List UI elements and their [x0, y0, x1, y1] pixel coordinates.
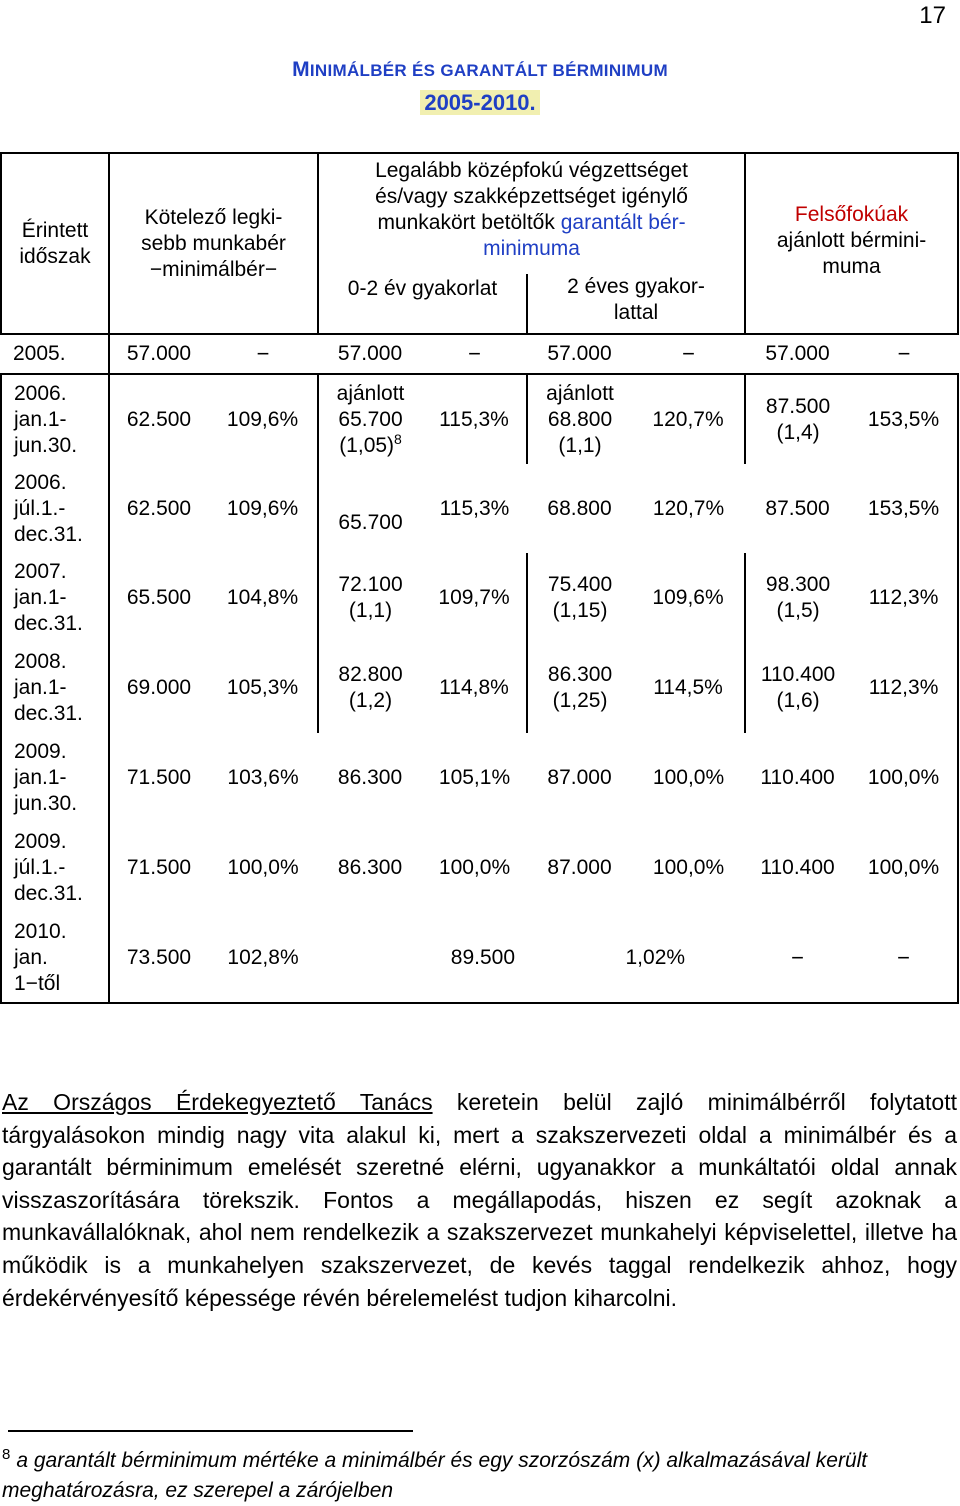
table-row [1, 553, 958, 643]
header-text [319, 210, 744, 236]
table-row [1, 334, 958, 374]
cell-higher: 57.000 [745, 334, 850, 374]
cell-g1-pct: 105,1% [438, 766, 511, 789]
cell-higher [745, 374, 850, 464]
value-line: (1,1) [348, 599, 393, 622]
header-text-highlight: Felsőfokúak [794, 203, 909, 226]
cell-g1-pct: 109,7% [422, 553, 527, 643]
cell-g2-pct: 109,6% [632, 553, 745, 643]
header-row-1 [1, 153, 958, 274]
header-text: időszak [19, 244, 91, 268]
cell-g1 [318, 374, 422, 464]
footnote-mark: 8 [2, 1446, 11, 1463]
link-text[interactable]: Az Országos Érdekegyeztető Tanács [2, 1089, 433, 1115]
cell-higher-pct: − [850, 913, 958, 1003]
cell-minwage-pct: 102,8% [208, 913, 318, 1003]
header-text-highlight: garantált bér- [560, 211, 686, 234]
page-title [0, 58, 960, 82]
cell-period [1, 374, 109, 464]
value-line: 98.300 [765, 573, 831, 596]
cell-g1-pct: 115,3% [439, 496, 510, 520]
cell-g2 [527, 374, 632, 464]
cell-g2-pct: 100,0% [652, 766, 725, 789]
value-line: (1,5) [776, 599, 820, 622]
header-text: és/vagy szakképzettséget igénylő [375, 185, 688, 208]
header-text: lattal [613, 301, 659, 324]
cell-higher: 87.500 [765, 496, 830, 520]
cell-higher-pct: 112,3% [850, 553, 958, 643]
cell-higher-pct: 153,5% [850, 464, 958, 553]
value-line [319, 430, 422, 459]
value-line: 75.400 [547, 573, 613, 596]
cell-period [1, 643, 109, 733]
cell-g1-pct: 115,3% [422, 374, 527, 464]
cell-minwage: 73.500 [109, 913, 208, 1003]
page-subtitle [0, 90, 960, 116]
header-text: munkakört betöltők [377, 211, 555, 234]
wage-table [0, 152, 959, 1004]
table-row [1, 913, 958, 1003]
header-period [1, 153, 109, 334]
footnote [2, 1440, 957, 1506]
period-line: jan.1- [14, 766, 67, 789]
cell-minwage-pct: 104,8% [208, 553, 318, 643]
cell-period [1, 464, 109, 553]
cell-period: 2005. [1, 334, 109, 374]
value-line: 72.100 [338, 573, 403, 596]
period-line: 2009. [14, 740, 67, 763]
cell-minwage: 57.000 [109, 334, 208, 374]
value-line: 68.800 [547, 407, 613, 431]
paragraph-text: keretein belül zajló minimálbérről folytatott tárgyalásokon mindig nagy vita alakul ki, mert a szakszervezeti oldal a minimálbér és a garantált bérminimum emelését szeretné elérni, ugyanakkor a munkáltatói oldal annak visszaszorítására törekszik. Fontos a megállapodás, hiszen ez segít azoknak a munkavállalóknak, ahol nem rendelkezik a szakszervezet munkahelyi képviselettel, illetve ha működik is a munkahelyen szakszervezet, de kevés taggal rendelkezik ahhoz, hogy érdekérvényesítő képessége révén bérelemelést tudjon kiharcolni. [2, 1089, 957, 1311]
multiplier: (1,05) [339, 433, 395, 457]
cell-g2: 87.000 [547, 856, 612, 879]
header-text: 2 éves gyakor- [567, 275, 705, 298]
cell-period [1, 913, 109, 1003]
period-line: jan.1- [14, 676, 67, 699]
header-guaranteed [318, 153, 745, 274]
cell-minwage-pct: 109,6% [208, 464, 318, 553]
period-line: dec.31. [14, 522, 83, 546]
value-line: ajánlott [336, 381, 405, 405]
cell-g1: 86.300 [337, 766, 403, 789]
table-row [1, 374, 958, 464]
cell-higher-pct: 100,0% [850, 733, 958, 823]
period-line: dec.31. [14, 702, 83, 725]
value-line: (1,15) [552, 599, 608, 622]
period-line: 1−től [14, 971, 61, 995]
cell-g2-pct: 120,7% [652, 496, 725, 520]
cell-higher [745, 643, 850, 733]
cell-g1-pct: 100,0% [438, 856, 511, 879]
period-line: jan.1- [14, 407, 67, 431]
header-text: ajánlott bérmini- [776, 229, 927, 252]
cell-g1: 86.300 [337, 856, 403, 879]
period-line: jun.30. [14, 433, 78, 457]
table-row [1, 823, 958, 913]
cell-minwage: 71.500 [126, 766, 192, 789]
value-line: 82.800 [338, 663, 403, 686]
value-line: 65.700 [338, 407, 403, 431]
cell-minwage-pct: 105,3% [208, 643, 318, 733]
cell-g2 [527, 643, 632, 733]
cell-g2-pct: − [632, 334, 745, 374]
title-rest: INIMÁLBÉR ÉS GARANTÁLT BÉRMINIMUM [309, 61, 668, 80]
value-line: (1,25) [552, 689, 608, 712]
header-2-years [527, 274, 745, 334]
header-minwage [109, 153, 318, 334]
header-text: Legalább középfokú végzettséget [375, 159, 688, 182]
value-line: (1,2) [348, 689, 393, 712]
cell-g1-pct: − [422, 334, 527, 374]
cell-minwage-pct: − [208, 334, 318, 374]
cell-g2-pct: 114,5% [632, 643, 745, 733]
cell-g2 [527, 553, 632, 643]
footnote-text: a garantált bérminimum mértéke a minimálbér és egy szorzószám (x) alkalmazásával került meghatározásra, ez szerepel a zárójelben [2, 1449, 868, 1502]
period-line: júl.1.- [14, 856, 66, 879]
cell-minwage-pct: 109,6% [208, 374, 318, 464]
cell-minwage: 69.000 [126, 676, 192, 699]
header-text: −minimálbér− [149, 257, 278, 281]
header-0-2-years: 0-2 év gyakorlat [318, 274, 527, 334]
cell-period [1, 553, 109, 643]
value-line: (1,6) [776, 689, 820, 712]
cell-g1: 57.000 [318, 334, 422, 374]
value-line: 110.400 [760, 663, 836, 686]
period-line: jan. [14, 945, 48, 969]
value-line: 86.300 [547, 663, 613, 686]
cell-period [1, 823, 109, 913]
cell-g2: 87.000 [547, 766, 612, 789]
cell-g2: 57.000 [527, 334, 632, 374]
header-text: Kötelező legki- [144, 205, 283, 229]
cell-g1 [318, 553, 422, 643]
cell-higher: 110.400 [760, 766, 835, 789]
period-line: 2006. [14, 470, 67, 494]
period-line: dec.31. [14, 612, 83, 635]
cell-guaranteed-merged: 89.500 [318, 913, 527, 1003]
footnote-ref: 8 [394, 430, 402, 447]
header-text-highlight: minimuma [483, 237, 580, 260]
period-line: 2007. [14, 560, 67, 583]
cell-period [1, 733, 109, 823]
body-paragraph [2, 1086, 957, 1314]
table-row [1, 464, 958, 553]
title-years: 2005-2010. [420, 90, 539, 115]
cell-minwage-pct: 100,0% [227, 856, 299, 879]
cell-g2-pct: 120,7% [632, 374, 745, 464]
period-line: 2010. [14, 919, 67, 943]
title-initial: M [292, 58, 310, 81]
header-text: muma [822, 255, 881, 278]
period-line: júl.1.- [14, 496, 66, 520]
period-line: 2009. [14, 830, 67, 853]
cell-higher-pct: 153,5% [850, 374, 958, 464]
cell-minwage: 65.500 [126, 586, 192, 609]
cell-higher: 110.400 [760, 856, 835, 879]
cell-minwage: 71.500 [126, 856, 192, 879]
period-line: dec.31. [14, 882, 83, 905]
header-text: sebb munkabér [141, 231, 286, 255]
cell-higher-pct: 112,3% [850, 643, 958, 733]
cell-minwage: 62.500 [126, 496, 192, 520]
header-higher [745, 153, 958, 334]
cell-g1-pct: 114,8% [422, 643, 527, 733]
period-line: jan.1- [14, 586, 67, 609]
value-line: (1,1) [558, 433, 602, 457]
cell-higher [745, 553, 850, 643]
cell-g2: 68.800 [547, 496, 612, 520]
cell-g1: 65.700 [338, 510, 403, 534]
page-number: 17 [919, 2, 946, 29]
period-line: jun.30. [14, 792, 78, 815]
period-line: 2006. [14, 381, 67, 405]
cell-g2-pct: 100,0% [652, 856, 725, 879]
cell-minwage: 62.500 [126, 407, 192, 431]
value-line: 87.500 [765, 394, 831, 418]
table-row [1, 643, 958, 733]
cell-minwage-pct: 103,6% [227, 766, 299, 789]
cell-higher-pct: 100,0% [850, 823, 958, 913]
value-line: ajánlott [546, 381, 614, 405]
period-line: 2008. [14, 650, 67, 673]
footnote-divider [8, 1430, 413, 1432]
header-text: Érintett [21, 218, 89, 242]
table-row [1, 733, 958, 823]
value-line: (1,4) [776, 420, 820, 444]
cell-higher: − [745, 913, 850, 1003]
cell-higher-pct: − [850, 334, 958, 374]
cell-g1 [318, 643, 422, 733]
cell-guaranteed-merged-pct: 1,02% [527, 913, 745, 1003]
